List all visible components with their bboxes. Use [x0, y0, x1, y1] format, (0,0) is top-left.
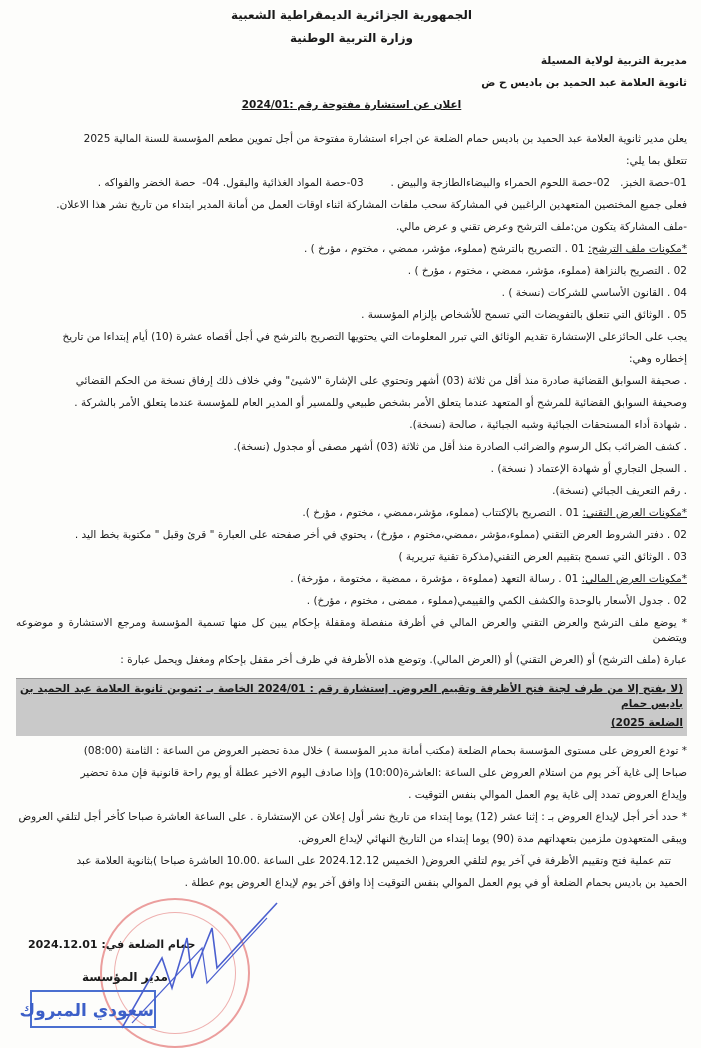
deposit-line: * تودع العروض على مستوى المؤسسة بحمام الضلعة (مكتب أمانة مدير المؤسسة ) خلال مدة تحضير العروض من الساعة : الثامنة (08:00) [83, 745, 687, 757]
document-item: . كشف الضرائب بكل الرسوم والضرائب الصادرة منذ أقل من ثلاثة (03) أشهر مصفى أو مجدول (نسخة). [233, 441, 687, 453]
spacer [16, 120, 687, 132]
envelope-label-box [16, 678, 687, 736]
signature-block [16, 898, 687, 1048]
opening-line: تتم عملية فتح وتقييم الأظرفة في آخر يوم لتلقي العروض( الخميس 2024.12.12 على الساعة .10.00 العاشرة صباحا )بثانوية العلامة عبد [76, 855, 671, 867]
file-parts: -ملف المشاركة يتكون من:ملف الترشح وعرض تقني و عرض مالي. [396, 221, 687, 233]
place-date: حمام الضلعة في: 2024.12.01 [28, 938, 196, 951]
document-item: . السجل التجاري أو شهادة الإعتماد ( نسخة) . [490, 463, 687, 475]
envelope-line: عبارة (ملف الترشح) أو (العرض التقني) أو (العرض المالي). وتوضع هذه الأظرفة في ظرف أخر مقفل بإحكام ومغفل ويحمل عبارة : [120, 654, 687, 666]
envelope-line: * يوضع ملف الترشح والعرض التقني والعرض المالي في أظرفة منفصلة ومقفلة بإحكام يبين كل منها تسمية المؤسسة ومرجع الاستشارة و موضوعه ويتضمن [16, 617, 687, 644]
opening-line: الحميد بن باديس بحمام الضلعة أو في يوم العمل الموالي بنفس التوقيت إذا وافق آخر يوم لإيداع العروض يوم عطلة . [184, 877, 687, 889]
directorate: مديرية التربية لولاية المسيلة [540, 55, 687, 67]
deposit-line: صباحا إلى غاية آخر يوم من استلام العروض على الساعة :العاشرة(10:00) وإذا صادف اليوم الاخير عطلة أو يوم راحة قانونية فإن مدة تحضير [80, 767, 687, 779]
ministry-heading: وزارة التربية الوطنية [289, 31, 413, 45]
candidacy-item: 05 . الوثائق التي تتعلق بالتفويضات التي تسمح للأشخاص بإلزام المؤسسة . [361, 309, 687, 321]
document-item: . شهادة أداء المستحقات الجبائية وشبه الجبائية ، صالحة (نسخة). [409, 419, 687, 431]
document-item: وصحيفة السوابق القضائية للمرشح أو المتعهد عندما يتعلق الأمر بشخص طبيعي وللمسير أو المدير العام للمؤسسة عندما يتعلق الأمر بالشركة . [74, 397, 687, 409]
financial-item: 01 . رسالة التعهد (مملوءة ، مؤشرة ، ممضية ، مختومة ، مؤرخة) . [290, 573, 582, 585]
technical-label: *مكونات العرض التقني: [582, 507, 687, 519]
handwritten-signature [102, 898, 282, 1038]
school-name: ثانوية العلامة عبد الحميد بن باديس ح ض [481, 77, 687, 89]
intro-line: تتعلق بما يلي: [626, 155, 687, 167]
intro-line: يعلن مدير ثانوية العلامة عبد الحميد بن باديس حمام الضلعة عن اجراء استشارة مفتوحة من أجل تموين مطعم المؤسسة للسنة المالية 2025 [83, 133, 687, 145]
republic-heading: الجمهورية الجزائرية الديمقراطية الشعبية [230, 8, 473, 22]
deposit-line: وإيداع العروض تمدد إلى غاية يوم العمل الموالي بنفس التوقيت . [408, 789, 687, 801]
technical-item: 01 . التصريح بالإكتتاب (مملوء، مؤشر،ممضي ، مختوم ، مؤرخ ). [302, 507, 583, 519]
financial-label: *مكونات العرض المالي: [581, 573, 687, 585]
candidacy-item: 04 . القانون الأساسي للشركات (نسخة ) . [501, 287, 687, 299]
requirement-line: إخطاره وهي: [628, 353, 687, 365]
deadline-line: ويبقى المتعهدون ملزمين بتعهداتهم مدة (90) يوما إبتداء من التاريخ النهائي لإيداع العروض. [298, 833, 687, 845]
deadline-line: * حدد أخر أجل لإيداع العروض بـ : إثنا عشر (12) يوما إبتداء من تاريخ نشر أول إعلان عن الإستشارة . على الساعة العاشرة صباحا كأخر أجل لتلقي العروض [18, 811, 687, 823]
lots-list: 01-حصة الخبز. 02-حصة اللحوم الحمراء والبيضاءالطازجة والبيض . 03-حصة المواد الغذائية والبقول. 04- حصة الخضر والفواكه . [97, 177, 687, 189]
candidacy-label: *مكونات ملف الترشح: [588, 243, 687, 255]
announcement-title: اعلان عن استشارة مفتوحة رقم :2024/01 [241, 99, 462, 111]
candidacy-item: 01 . التصريح بالترشح (مملوء، مؤشر، ممضي ، مختوم ، مؤرخ ) . [303, 243, 589, 255]
envelope-label: الضلعة 2025) [610, 717, 683, 729]
document-item: . رقم التعريف الجبائي (نسخة). [552, 485, 687, 497]
envelope-label: (لا يفتح إلا من طرف لجنة فتح الأظرفة وتقييم العروض. إستشارة رقم : 2024/01 الخاصة بـ :تموين ثانوية العلامة عبد الحميد بن باديس حمام [20, 683, 683, 710]
invitation: فعلى جميع المختصين المتعهدين الراغبين في المشاركة سحب ملفات المشاركة اثناء اوقات العمل من أمانة المدير ابتداء من تاريخ نشر هذا الاعلان. [56, 199, 687, 211]
technical-item: 03 . الوثائق التي تسمح بتقييم العرض التقني(مذكرة تقنية تبريرية ) [398, 551, 687, 563]
requirement-line: يجب على الحائزعلى الإستشارة تقديم الوثائق التي تبرر المعلومات التي يحتويها التصريح بالترشح في أجل أقصاه عشرة (10) أيام إبتداءا من تاريخ [62, 331, 687, 343]
document-item: . صحيفة السوابق القضائية صادرة منذ أقل من ثلاثة (03) أشهر وتحتوي على الإشارة "لاشيئ" وفي خلاف ذلك إرفاق نسخة من الحكم القضائي [75, 375, 687, 387]
name-stamp: سعودي المبروك [30, 990, 156, 1028]
candidacy-item: 02 . التصريح بالنزاهة (مملوء، مؤشر، ممضي ، مختوم ، مؤرخ ) . [407, 265, 687, 277]
financial-item: 02 . جدول الأسعار بالوحدة والكشف الكمي والقييمي(مملوء ، ممضى ، مختوم ، مؤرخ) . [306, 595, 687, 607]
technical-item: 02 . دفتر الشروط العرض التقني (مملوء،مؤشر ،ممضي،مختوم ، مؤرخ) ، يحتوي في أخر صفحته على العبارة " قرئ وقبل " مكتوبة بخط اليد . [74, 529, 687, 541]
signatory-title: مدير المؤسسة [82, 970, 168, 984]
